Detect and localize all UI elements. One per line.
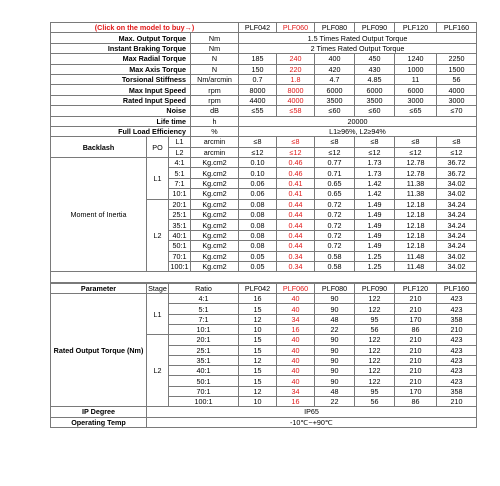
spec-value: 3000 [437,95,477,105]
inertia-value: 1.49 [355,241,395,251]
buy-note: (Click on the model to buy→) [51,23,239,33]
spec-value: 6000 [395,85,437,95]
ratio-label: 40:1 [169,230,191,240]
torque-value: 122 [355,345,395,355]
spec-value: 4.7 [315,74,355,84]
torque-value: 95 [355,386,395,396]
inertia-value: 34.24 [437,220,477,230]
torque-value: 56 [355,324,395,334]
torque-value: 170 [395,386,437,396]
spec-label: Life time [51,116,191,126]
inertia-value: 0.06 [239,178,277,188]
spec-label: Full Load Efficiency [51,126,191,136]
spec-row [51,43,477,53]
torque-value: 170 [395,314,437,324]
inertia-value: 12.78 [395,158,437,168]
header-row [51,23,477,33]
model-header-plf160[interactable]: PLF160 [437,23,477,33]
torque-value: 210 [395,376,437,386]
inertia-value: 0.46 [277,168,315,178]
spacer-cell [51,272,477,282]
inertia-value: 34.24 [437,210,477,220]
spec-value: 3500 [355,95,395,105]
spec-row [51,85,477,95]
model-header-plf060[interactable]: PLF060 [277,23,315,33]
torque-value: 210 [395,345,437,355]
torque-value: 122 [355,355,395,365]
spec-merged-value: L1≥96%, L2≥94% [239,126,477,136]
torque-value: 16 [277,397,315,407]
rated-torque-table [50,283,477,428]
inertia-value: 1.25 [355,261,395,271]
inertia-value: 1.73 [355,168,395,178]
backlash-value: ≤12 [437,147,477,157]
torque-value: 122 [355,294,395,304]
ratio-label: 10:1 [169,324,239,334]
unit-label: arcmin [191,147,239,157]
ratio-label: 100:1 [169,397,239,407]
inertia-label: Moment of Inertia [51,158,147,272]
torque-value: 90 [315,376,355,386]
spec-row [51,116,477,126]
torque-value: 40 [277,304,315,314]
model-header-plf042[interactable]: PLF042 [239,23,277,33]
torque-value: 15 [239,345,277,355]
torque-value: 210 [395,366,437,376]
inertia-value: 0.41 [277,189,315,199]
spec-row [51,95,477,105]
torque-value: 358 [437,314,477,324]
inertia-value: 1.49 [355,210,395,220]
ratio-label: 7:1 [169,314,239,324]
inertia-value: 0.58 [315,261,355,271]
ratio-label: 70:1 [169,251,191,261]
inertia-value: 11.38 [395,189,437,199]
stage-label: L2 [169,147,191,157]
torque-value: 210 [395,294,437,304]
spec-row [51,64,477,74]
spec-value: 450 [355,54,395,64]
unit-label: Kg.cm2 [191,220,239,230]
stage-label: L2 [147,335,169,407]
backlash-value: ≤8 [277,137,315,147]
inertia-value: 0.65 [315,178,355,188]
stage-label: L1 [169,137,191,147]
spec-unit: Nm [191,43,239,53]
spacer-row [51,272,477,282]
spec-value: 240 [277,54,315,64]
inertia-value: 0.77 [315,158,355,168]
spec-value: 11 [395,74,437,84]
spec-value: 4000 [277,95,315,105]
backlash-value: ≤12 [355,147,395,157]
spec-value: 0.7 [239,74,277,84]
torque-value: 90 [315,345,355,355]
ratio-label: 4:1 [169,294,239,304]
ratio-label: 5:1 [169,168,191,178]
ratio-label: 20:1 [169,335,239,345]
spec-value: 1500 [437,64,477,74]
torque-value: 12 [239,355,277,365]
backlash-row [51,137,477,147]
inertia-value: 1.49 [355,230,395,240]
spec-table [50,22,477,283]
spec-value: 185 [239,54,277,64]
ratio-label: 4:1 [169,158,191,168]
inertia-value: 11.48 [395,251,437,261]
inertia-value: 0.06 [239,189,277,199]
footer-value: -10℃~+90℃ [147,417,477,427]
footer-value: IP65 [147,407,477,417]
spec-unit: Nm [191,33,239,43]
torque-value: 423 [437,294,477,304]
inertia-value: 12.18 [395,241,437,251]
spec-value: 1.8 [277,74,315,84]
model-header-plf120[interactable]: PLF120 [395,283,437,293]
inertia-value: 0.08 [239,241,277,251]
spec-unit: rpm [191,85,239,95]
torque-value: 15 [239,304,277,314]
inertia-value: 0.05 [239,261,277,271]
ratio-label: 70:1 [169,386,239,396]
footer-label: IP Degree [51,407,147,417]
spec-row [51,74,477,84]
inertia-value: 0.46 [277,158,315,168]
spec-label: Max Axis Torque [51,64,191,74]
torque-value: 423 [437,335,477,345]
torque-value: 95 [355,314,395,324]
torque-value: 90 [315,294,355,304]
spec-unit: N [191,64,239,74]
backlash-value: ≤12 [277,147,315,157]
torque-value: 423 [437,355,477,365]
spec-value: 8000 [277,85,315,95]
backlash-value: ≤8 [315,137,355,147]
inertia-value: 0.71 [315,168,355,178]
inertia-value: 34.02 [437,261,477,271]
inertia-value: 0.72 [315,230,355,240]
spec-value: 2250 [437,54,477,64]
inertia-value: 0.10 [239,158,277,168]
spec-value: ≤60 [315,106,355,116]
torque-value: 86 [395,324,437,334]
torque-value: 40 [277,366,315,376]
footer-label: Operating Temp [51,417,147,427]
torque-value: 15 [239,335,277,345]
parameter-header: Parameter [51,283,147,293]
spec-value: 4.85 [355,74,395,84]
unit-label: Kg.cm2 [191,241,239,251]
model-header-plf042[interactable]: PLF042 [239,283,277,293]
torque-value: 40 [277,294,315,304]
spec-label: Rated Input Speed [51,95,191,105]
spec-unit: dB [191,106,239,116]
spec-value: 56 [437,74,477,84]
backlash-value: ≤8 [395,137,437,147]
spec-row [51,33,477,43]
backlash-value: ≤12 [239,147,277,157]
ratio-label: 50:1 [169,376,239,386]
spec-value: 150 [239,64,277,74]
torque-value: 423 [437,376,477,386]
spec-row [51,106,477,116]
inertia-value: 34.02 [437,178,477,188]
inertia-value: 0.44 [277,230,315,240]
backlash-value: ≤8 [437,137,477,147]
inertia-value: 1.25 [355,251,395,261]
inertia-value: 0.44 [277,241,315,251]
torque-value: 423 [437,304,477,314]
torque-value: 40 [277,376,315,386]
ratio-header: Ratio [169,283,239,293]
inertia-value: 1.49 [355,220,395,230]
spec-merged-value: 2 Times Rated Output Torque [239,43,477,53]
inertia-value: 34.24 [437,241,477,251]
stage-label: L2 [147,199,169,272]
footer-row [51,417,477,427]
ratio-label: 40:1 [169,366,239,376]
spec-value: 6000 [355,85,395,95]
spec-value: ≤65 [395,106,437,116]
torque-value: 122 [355,304,395,314]
torque-value: 56 [355,397,395,407]
torque-value: 210 [437,324,477,334]
inertia-row [51,158,477,168]
spec-unit: rpm [191,95,239,105]
spec-value: 430 [355,64,395,74]
torque-value: 210 [395,304,437,314]
inertia-value: 0.05 [239,251,277,261]
inertia-value: 0.41 [277,178,315,188]
inertia-value: 0.72 [315,220,355,230]
torque-row [51,294,477,304]
header-row [51,283,477,293]
spec-value: 4000 [437,85,477,95]
torque-value: 10 [239,397,277,407]
spec-sheet [50,22,476,428]
unit-label: Kg.cm2 [191,168,239,178]
model-header-plf120[interactable]: PLF120 [395,23,437,33]
inertia-value: 0.72 [315,210,355,220]
inertia-value: 1.73 [355,158,395,168]
model-header-plf090[interactable]: PLF090 [355,283,395,293]
torque-value: 40 [277,345,315,355]
inertia-value: 0.08 [239,199,277,209]
spec-value: ≤60 [355,106,395,116]
spec-value: 8000 [239,85,277,95]
backlash-label: Backlash [51,137,147,158]
torque-value: 122 [355,335,395,345]
spec-value: ≤70 [437,106,477,116]
torque-value: 34 [277,314,315,324]
torque-value: 34 [277,386,315,396]
model-header-plf080[interactable]: PLF080 [315,283,355,293]
model-header-plf080[interactable]: PLF080 [315,23,355,33]
ratio-label: 35:1 [169,355,239,365]
torque-value: 210 [395,335,437,345]
spec-unit: h [191,116,239,126]
spec-label: Torsional Stiffness [51,74,191,84]
torque-value: 12 [239,314,277,324]
torque-value: 40 [277,355,315,365]
torque-value: 15 [239,366,277,376]
spec-value: 400 [315,54,355,64]
inertia-value: 12.18 [395,199,437,209]
torque-value: 90 [315,304,355,314]
torque-value: 423 [437,345,477,355]
ratio-label: 10:1 [169,189,191,199]
ratio-label: 50:1 [169,241,191,251]
torque-value: 90 [315,366,355,376]
spec-merged-value: 20000 [239,116,477,126]
unit-label: arcmin [191,137,239,147]
inertia-value: 34.24 [437,230,477,240]
unit-label: Kg.cm2 [191,261,239,271]
spec-value: ≤58 [277,106,315,116]
torque-value: 358 [437,386,477,396]
torque-value: 210 [395,355,437,365]
inertia-value: 0.08 [239,220,277,230]
spec-row [51,126,477,136]
backlash-po: PO [147,137,169,158]
ratio-label: 35:1 [169,220,191,230]
torque-value: 22 [315,324,355,334]
torque-value: 423 [437,366,477,376]
unit-label: Kg.cm2 [191,199,239,209]
unit-label: Kg.cm2 [191,178,239,188]
spec-unit: Nm/arcmin [191,74,239,84]
spec-label: Max Radial Torque [51,54,191,64]
model-header-plf160[interactable]: PLF160 [437,283,477,293]
spec-unit: N [191,54,239,64]
inertia-value: 12.18 [395,230,437,240]
ratio-label: 20:1 [169,199,191,209]
torque-value: 122 [355,376,395,386]
torque-value: 10 [239,324,277,334]
torque-value: 16 [239,294,277,304]
spec-label: Noise [51,106,191,116]
ratio-label: 25:1 [169,345,239,355]
inertia-value: 0.58 [315,251,355,261]
inertia-value: 0.08 [239,210,277,220]
ratio-label: 5:1 [169,304,239,314]
inertia-value: 0.44 [277,210,315,220]
spec-value: 420 [315,64,355,74]
backlash-value: ≤12 [315,147,355,157]
spec-value: 4400 [239,95,277,105]
ratio-label: 100:1 [170,262,189,272]
inertia-value: 0.10 [239,168,277,178]
backlash-value: ≤12 [395,147,437,157]
unit-label: Kg.cm2 [191,189,239,199]
model-header-plf090[interactable]: PLF090 [355,23,395,33]
backlash-value: ≤8 [239,137,277,147]
torque-value: 86 [395,397,437,407]
unit-label: Kg.cm2 [191,210,239,220]
torque-value: 15 [239,376,277,386]
unit-label: Kg.cm2 [191,251,239,261]
spec-value: 220 [277,64,315,74]
ratio-label: 7:1 [169,178,191,188]
stage-label: L1 [147,294,169,335]
backlash-value: ≤8 [355,137,395,147]
torque-value: 22 [315,397,355,407]
spec-value: 3500 [315,95,355,105]
stage-header: Stage [148,283,167,293]
inertia-value: 34.02 [437,251,477,261]
spec-label: Max Input Speed [51,85,191,95]
torque-value: 12 [239,386,277,396]
torque-value: 40 [277,335,315,345]
inertia-value: 12.18 [395,210,437,220]
spec-label: Max. Output Torque [51,33,191,43]
torque-value: 90 [315,335,355,345]
model-header-plf060[interactable]: PLF060 [277,283,315,293]
inertia-value: 0.44 [277,199,315,209]
inertia-value: 0.34 [277,251,315,261]
inertia-value: 12.78 [395,168,437,178]
spec-value: 1240 [395,54,437,64]
inertia-value: 1.42 [355,178,395,188]
inertia-value: 11.48 [395,261,437,271]
spec-value: ≤55 [239,106,277,116]
ratio-label: 25:1 [169,210,191,220]
footer-row [51,407,477,417]
inertia-value: 0.44 [277,220,315,230]
inertia-value: 0.65 [315,189,355,199]
spec-value: 3000 [395,95,437,105]
unit-label: Kg.cm2 [191,230,239,240]
torque-value: 16 [277,324,315,334]
inertia-value: 36.72 [437,168,477,178]
spec-row [51,54,477,64]
spec-value: 1000 [395,64,437,74]
spec-merged-value: 1.5 Times Rated Output Torque [239,33,477,43]
inertia-value: 0.08 [239,230,277,240]
inertia-value: 1.42 [355,189,395,199]
inertia-value: 1.49 [355,199,395,209]
torque-value: 90 [315,355,355,365]
inertia-value: 11.38 [395,178,437,188]
inertia-value: 36.72 [437,158,477,168]
inertia-value: 34.24 [437,199,477,209]
torque-value: 122 [355,366,395,376]
torque-value: 210 [437,397,477,407]
torque-value: 48 [315,314,355,324]
inertia-value: 0.34 [277,261,315,271]
unit-label: Kg.cm2 [191,158,239,168]
inertia-value: 34.02 [437,189,477,199]
spec-value: 6000 [315,85,355,95]
spec-label: Instant Braking Torque [51,43,191,53]
spec-unit: % [191,126,239,136]
rated-torque-label: Rated Output Torque (Nm) [51,294,147,407]
inertia-value: 0.72 [315,199,355,209]
stage-label: L1 [147,158,169,200]
inertia-value: 0.72 [315,241,355,251]
torque-value: 48 [315,386,355,396]
inertia-value: 12.18 [395,220,437,230]
